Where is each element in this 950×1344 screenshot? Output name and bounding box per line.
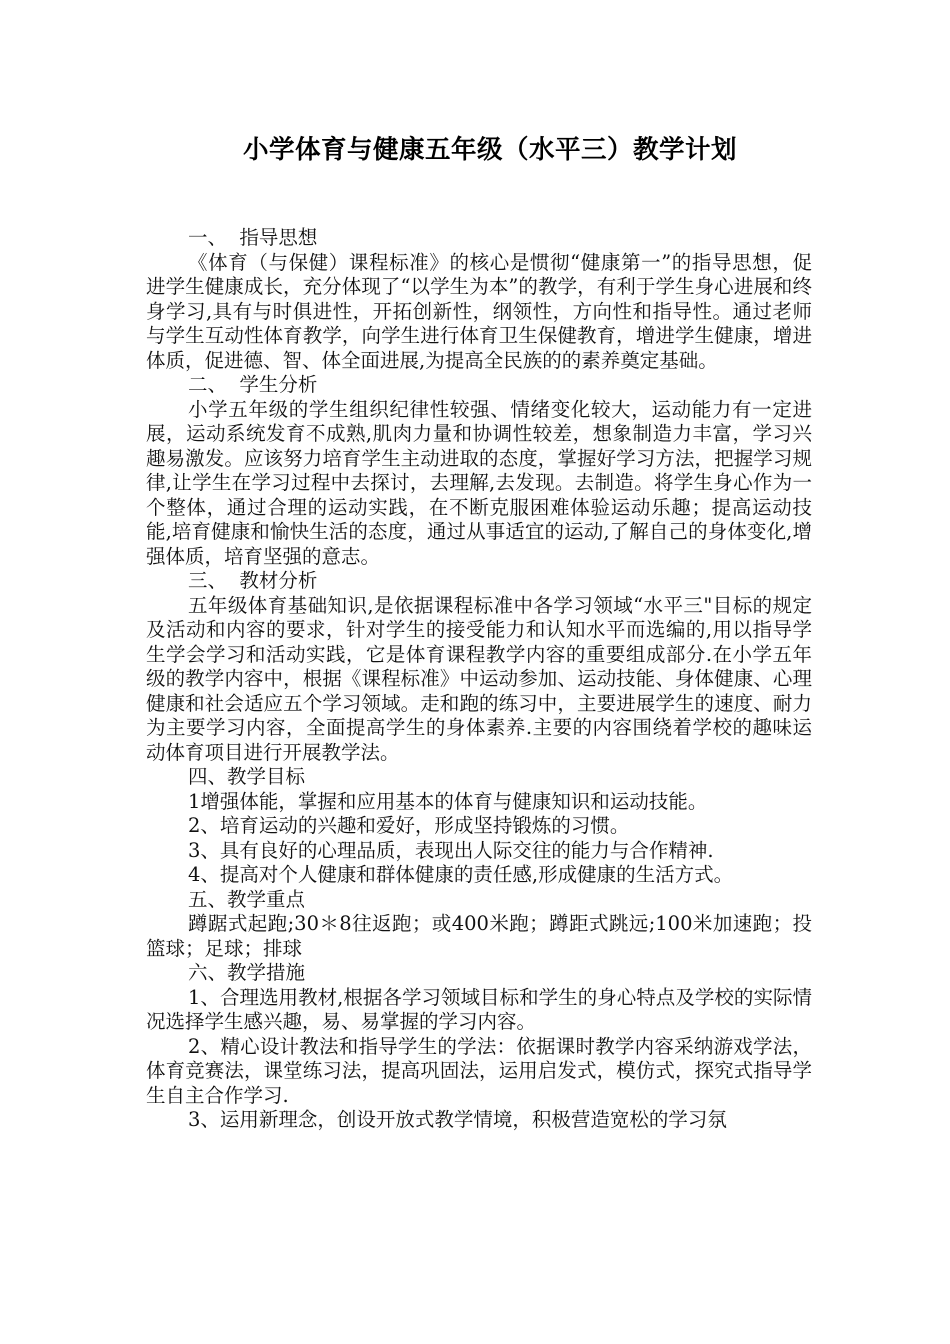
section-heading-teaching-measures: 六、教学措施 [188, 961, 306, 984]
paragraph-material-analysis: 五年级体育基础知识,是依据课程标准中各学习领域“水平三"目标的规定及活动和内容的要求，针对学生的接受能力和认知水平而选编的,用以指导学生学会学习和活动实践，它是体育课程教学内容的重要组成部分.在小学五年级的教学内容中，根据《课程标准》中运动参加、运动技能、身体健康、心理健康和社会适应五个学习领域。走和跑的练习中，主要进展学生的速度、耐力为主要学习内容，全面提高学生的身体素养.主要的内容围绕着学校的趣味运动体育项目进行开展教学法。 [146, 593, 812, 764]
measure-item: 1、合理选用教材,根据各学习领域目标和学生的身心特点及学校的实际情况选择学生感兴趣，易、易掌握的学习内容。 [146, 985, 812, 1033]
goal-item: 2、培育运动的兴趣和爱好，形成坚持锻炼的习惯。 [188, 814, 630, 837]
paragraph-student-analysis: 小学五年级的学生组织纪律性较强、情绪变化较大，运动能力有一定进展，运动系统发育不成熟,肌肉力量和协调性较差，想象制造力丰富，学习兴趣易激发。应该努力培育学生主动进取的态度，掌握好学习方法，把握学习规律,让学生在学习过程中去探讨，去理解,去发现。去制造。将学生身心作为一个整体，通过合理的运动实践，在不断克服困难体验运动乐趣；提高运动技能,培育健康和愉快生活的态度，通过从事适宜的运动,了解自己的身体变化,增强体质，培育坚强的意志。 [146, 397, 812, 568]
document-title: 小学体育与健康五年级（水平三）教学计划 [242, 135, 737, 165]
section-heading-teaching-focus: 五、教学重点 [188, 887, 306, 911]
section-heading-material-analysis: 三、 教材分析 [188, 569, 318, 592]
goal-item: 3、具有良好的心理品质，表现出人际交往的能力与合作精神. [188, 838, 714, 862]
section-heading-teaching-goals: 四、教学目标 [188, 765, 306, 788]
section-heading-student-analysis: 二、 学生分析 [188, 373, 318, 396]
goal-item: 1增强体能，掌握和应用基本的体育与健康知识和运动技能。 [188, 789, 708, 813]
document-body [146, 226, 812, 1133]
paragraph-guiding-thought: 《体育（与保健）课程标准》的核心是惯彻“健康第一”的指导思想，促进学生健康成长，充分体现了“以学生为本”的教学，有利于学生身心进展和终身学习,具有与时俱进性，开拓创新性，纲领性，方向性和指导性。通过老师与学生互动性体育教学，向学生进行体育卫生保健教育，增进学生健康，增进体质，促进德、智、体全面进展,为提高全民族的的素养奠定基础。 [146, 250, 812, 372]
goal-item: 4、提高对个人健康和群体健康的责任感,形成健康的生活方式。 [188, 863, 734, 886]
measure-item: 3、运用新理念，创设开放式教学情境，积极营造宽松的学习氛 [188, 1108, 727, 1131]
measure-item: 2、精心设计教法和指导学生的学法：依据课时教学内容采纳游戏学法，体育竞赛法，课堂练习法，提高巩固法，运用启发式，模仿式，探究式指导学生自主合作学习. [146, 1034, 812, 1107]
paragraph-teaching-focus: 蹲踞式起跑;30＊8往返跑；或400米跑；蹲距式跳远;100米加速跑；投篮球；足球；排球 [146, 912, 812, 960]
section-heading-guiding-thought: 一、 指导思想 [188, 226, 318, 249]
